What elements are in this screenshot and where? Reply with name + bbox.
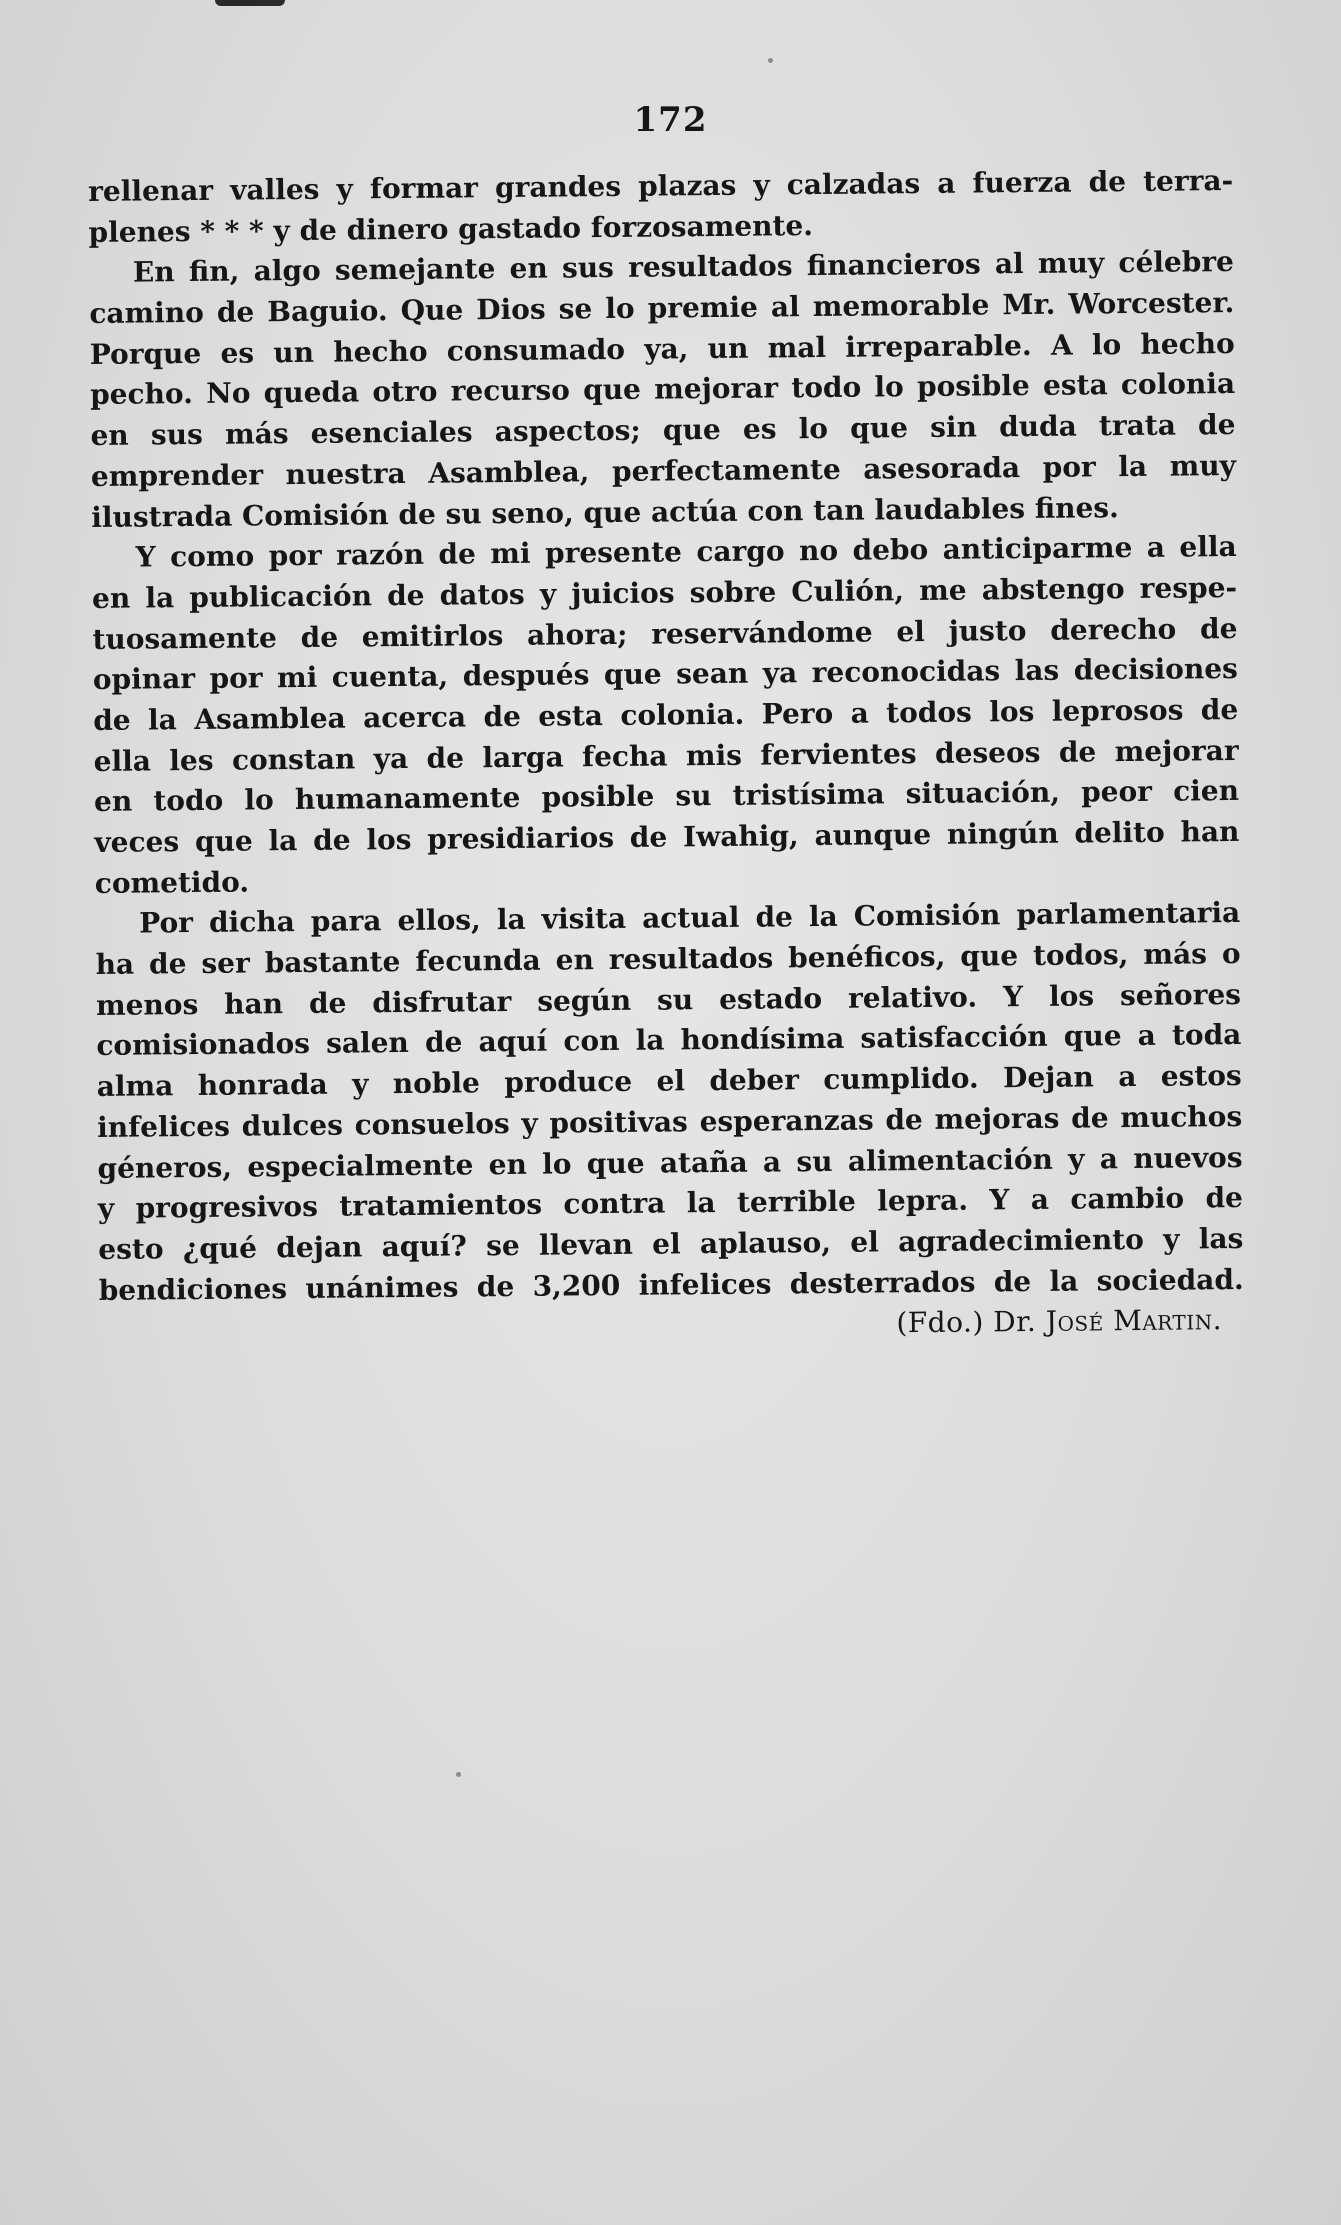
text-line: ella les constan ya de larga fecha mis fervientes deseos de mejorar	[93, 733, 1239, 778]
text-line: camino de Baguio. Que Dios se lo premie al memorable Mr. Worcester.	[89, 286, 1235, 331]
text-line: cometido.	[94, 865, 250, 900]
signature-prefix: (Fdo.) Dr.	[896, 1305, 1037, 1340]
text-line: veces que la de los presidiarios de Iwahig, aunque ningún delito han	[94, 814, 1240, 859]
text-line: comisionados salen de aquí con la hondísima satisfacción que a toda	[96, 1018, 1242, 1063]
text-line: esto ¿qué dejan aquí? se llevan el aplauso, el agradecimiento y las	[98, 1221, 1244, 1266]
text-line: infelices dulces consuelos y positivas esperanzas de mejoras de muchos	[97, 1099, 1243, 1144]
paragraph-start-line: En fin, algo semejante en sus resultados financieros al muy célebre	[132, 245, 1235, 289]
paragraph-start-line: Y como por razón de mi presente cargo no debo anticiparme a ella	[135, 530, 1237, 574]
paragraph-start-line: Por dicha para ellos, la visita actual de la Comisión parlamentaria	[139, 896, 1241, 940]
text-line: rellenar valles y formar grandes plazas y calzadas a fuerza de terra-	[88, 164, 1234, 208]
text-line: en sus más esenciales aspectos; que es lo que sin duda trata de	[90, 408, 1236, 453]
scan-edge-mark	[215, 0, 285, 6]
text-line: bendiciones unánimes de 3,200 infelices desterrados de la sociedad.	[98, 1262, 1244, 1307]
text-line: géneros, especialmente en lo que ataña a su alimentación y a nuevos	[97, 1140, 1243, 1185]
text-line: pecho. No queda otro recurso que mejorar todo lo posible esta colonia	[89, 367, 1236, 412]
text-line: de la Asamblea acerca de esta colonia. Pero a todos los leprosos de	[93, 692, 1239, 737]
text-line: en todo lo humanamente posible su tristísima situación, peor cien	[93, 774, 1240, 819]
body-text	[88, 161, 1244, 1352]
text-line: en la publicación de datos y juicios sobre Culión, me abstengo respe-	[91, 570, 1238, 615]
text-line: plenes * * * y de dinero gastado forzosamente.	[88, 208, 814, 249]
text-line: ilustrada Comisión de su seno, que actúa con tan laudables fines.	[91, 490, 1119, 534]
signature-name: José Martin.	[1045, 1303, 1223, 1339]
text-line: emprender nuestra Asamblea, perfectamente asesorada por la muy	[90, 448, 1237, 493]
scan-speck	[456, 1772, 461, 1777]
scan-speck	[768, 58, 773, 63]
text-line: tuosamente de emitirlos ahora; reservándome el justo derecho de	[92, 611, 1238, 656]
page-number: 172	[633, 100, 708, 140]
text-line: opinar por mi cuenta, después que sean ya reconocidas las decisiones	[92, 652, 1238, 697]
text-line: alma honrada y noble produce el deber cumplido. Dejan a estos	[96, 1059, 1242, 1104]
text-line: ha de ser bastante fecunda en resultados benéficos, que todos, más o	[95, 937, 1241, 982]
text-line: menos han de disfrutar según su estado relativo. Y los señores	[95, 977, 1242, 1022]
text-line: Porque es un hecho consumado ya, un mal irreparable. A lo hecho	[89, 326, 1235, 371]
text-line: y progresivos tratamientos contra la terrible lepra. Y a cambio de	[97, 1181, 1244, 1226]
